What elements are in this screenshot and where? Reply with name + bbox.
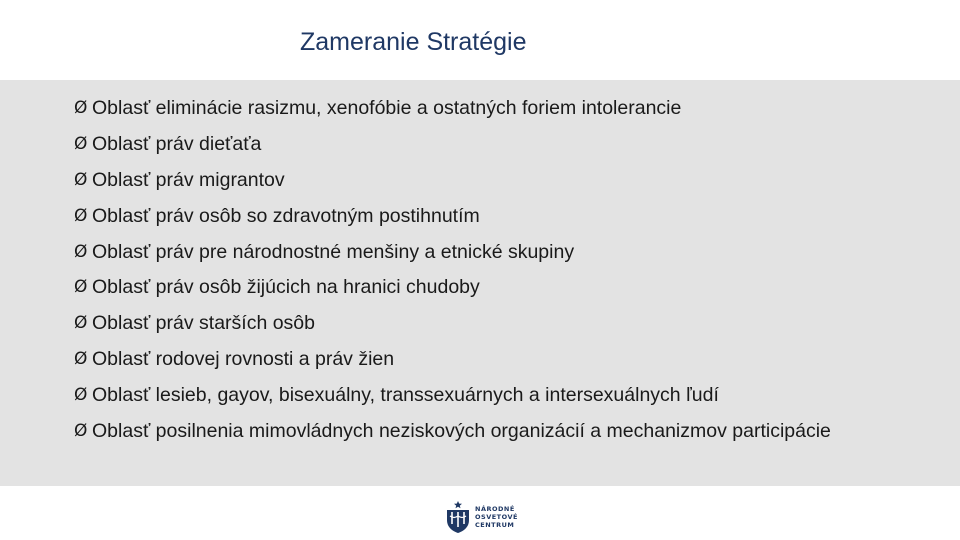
list-item — [74, 132, 834, 156]
bullet-list — [74, 96, 834, 443]
logo-line: OSVETOVÉ — [475, 513, 518, 521]
list-item — [74, 168, 834, 192]
list-item-text: Oblasť posilnenia mimovládnych neziskových organizácií a mechanizmov participácie — [92, 420, 831, 443]
content-panel — [0, 80, 960, 486]
arrow-bullet-icon: Ø — [74, 421, 88, 442]
arrow-bullet-icon: Ø — [74, 98, 88, 118]
list-item — [74, 419, 834, 443]
arrow-bullet-icon: Ø — [74, 169, 88, 190]
list-item — [74, 347, 834, 371]
arrow-bullet-icon: Ø — [74, 313, 88, 334]
slide-title: Zameranie Stratégie — [300, 28, 527, 56]
list-item-text: Oblasť eliminácie rasizmu, xenofóbie a ostatných foriem intolerancie — [92, 97, 682, 119]
arrow-bullet-icon: Ø — [74, 133, 88, 154]
logo-wordmark — [475, 505, 518, 529]
list-item-text: Oblasť lesieb, gayov, bisexuálny, transsexuárnych a intersexuálnych ľudí — [92, 384, 719, 407]
list-item — [74, 96, 834, 120]
arrow-bullet-icon: Ø — [74, 241, 88, 262]
arrow-bullet-icon: Ø — [74, 349, 88, 370]
list-item-text: Oblasť práv starších osôb — [92, 312, 315, 335]
list-item-text: Oblasť práv migrantov — [92, 168, 285, 191]
list-item-text: Oblasť práv pre národnostné menšiny a etnické skupiny — [92, 240, 575, 263]
list-item — [74, 383, 834, 407]
logo-line: NÁRODNÉ — [475, 505, 515, 513]
list-item-text: Oblasť práv dieťaťa — [92, 132, 262, 155]
arrow-bullet-icon: Ø — [74, 277, 88, 298]
list-item — [74, 240, 834, 264]
logo-line: CENTRUM — [475, 521, 515, 529]
list-item — [74, 204, 834, 228]
list-item-text: Oblasť práv osôb žijúcich na hranici chudoby — [92, 276, 480, 299]
arrow-bullet-icon: Ø — [74, 205, 88, 226]
list-item — [74, 275, 834, 299]
list-item-text: Oblasť rodovej rovnosti a práv žien — [92, 348, 395, 371]
nosc-logo — [445, 500, 518, 534]
national-education-centre-emblem-icon — [445, 500, 471, 534]
arrow-bullet-icon: Ø — [74, 385, 88, 406]
list-item — [74, 311, 834, 335]
list-item-text: Oblasť práv osôb so zdravotným postihnutím — [92, 204, 480, 227]
